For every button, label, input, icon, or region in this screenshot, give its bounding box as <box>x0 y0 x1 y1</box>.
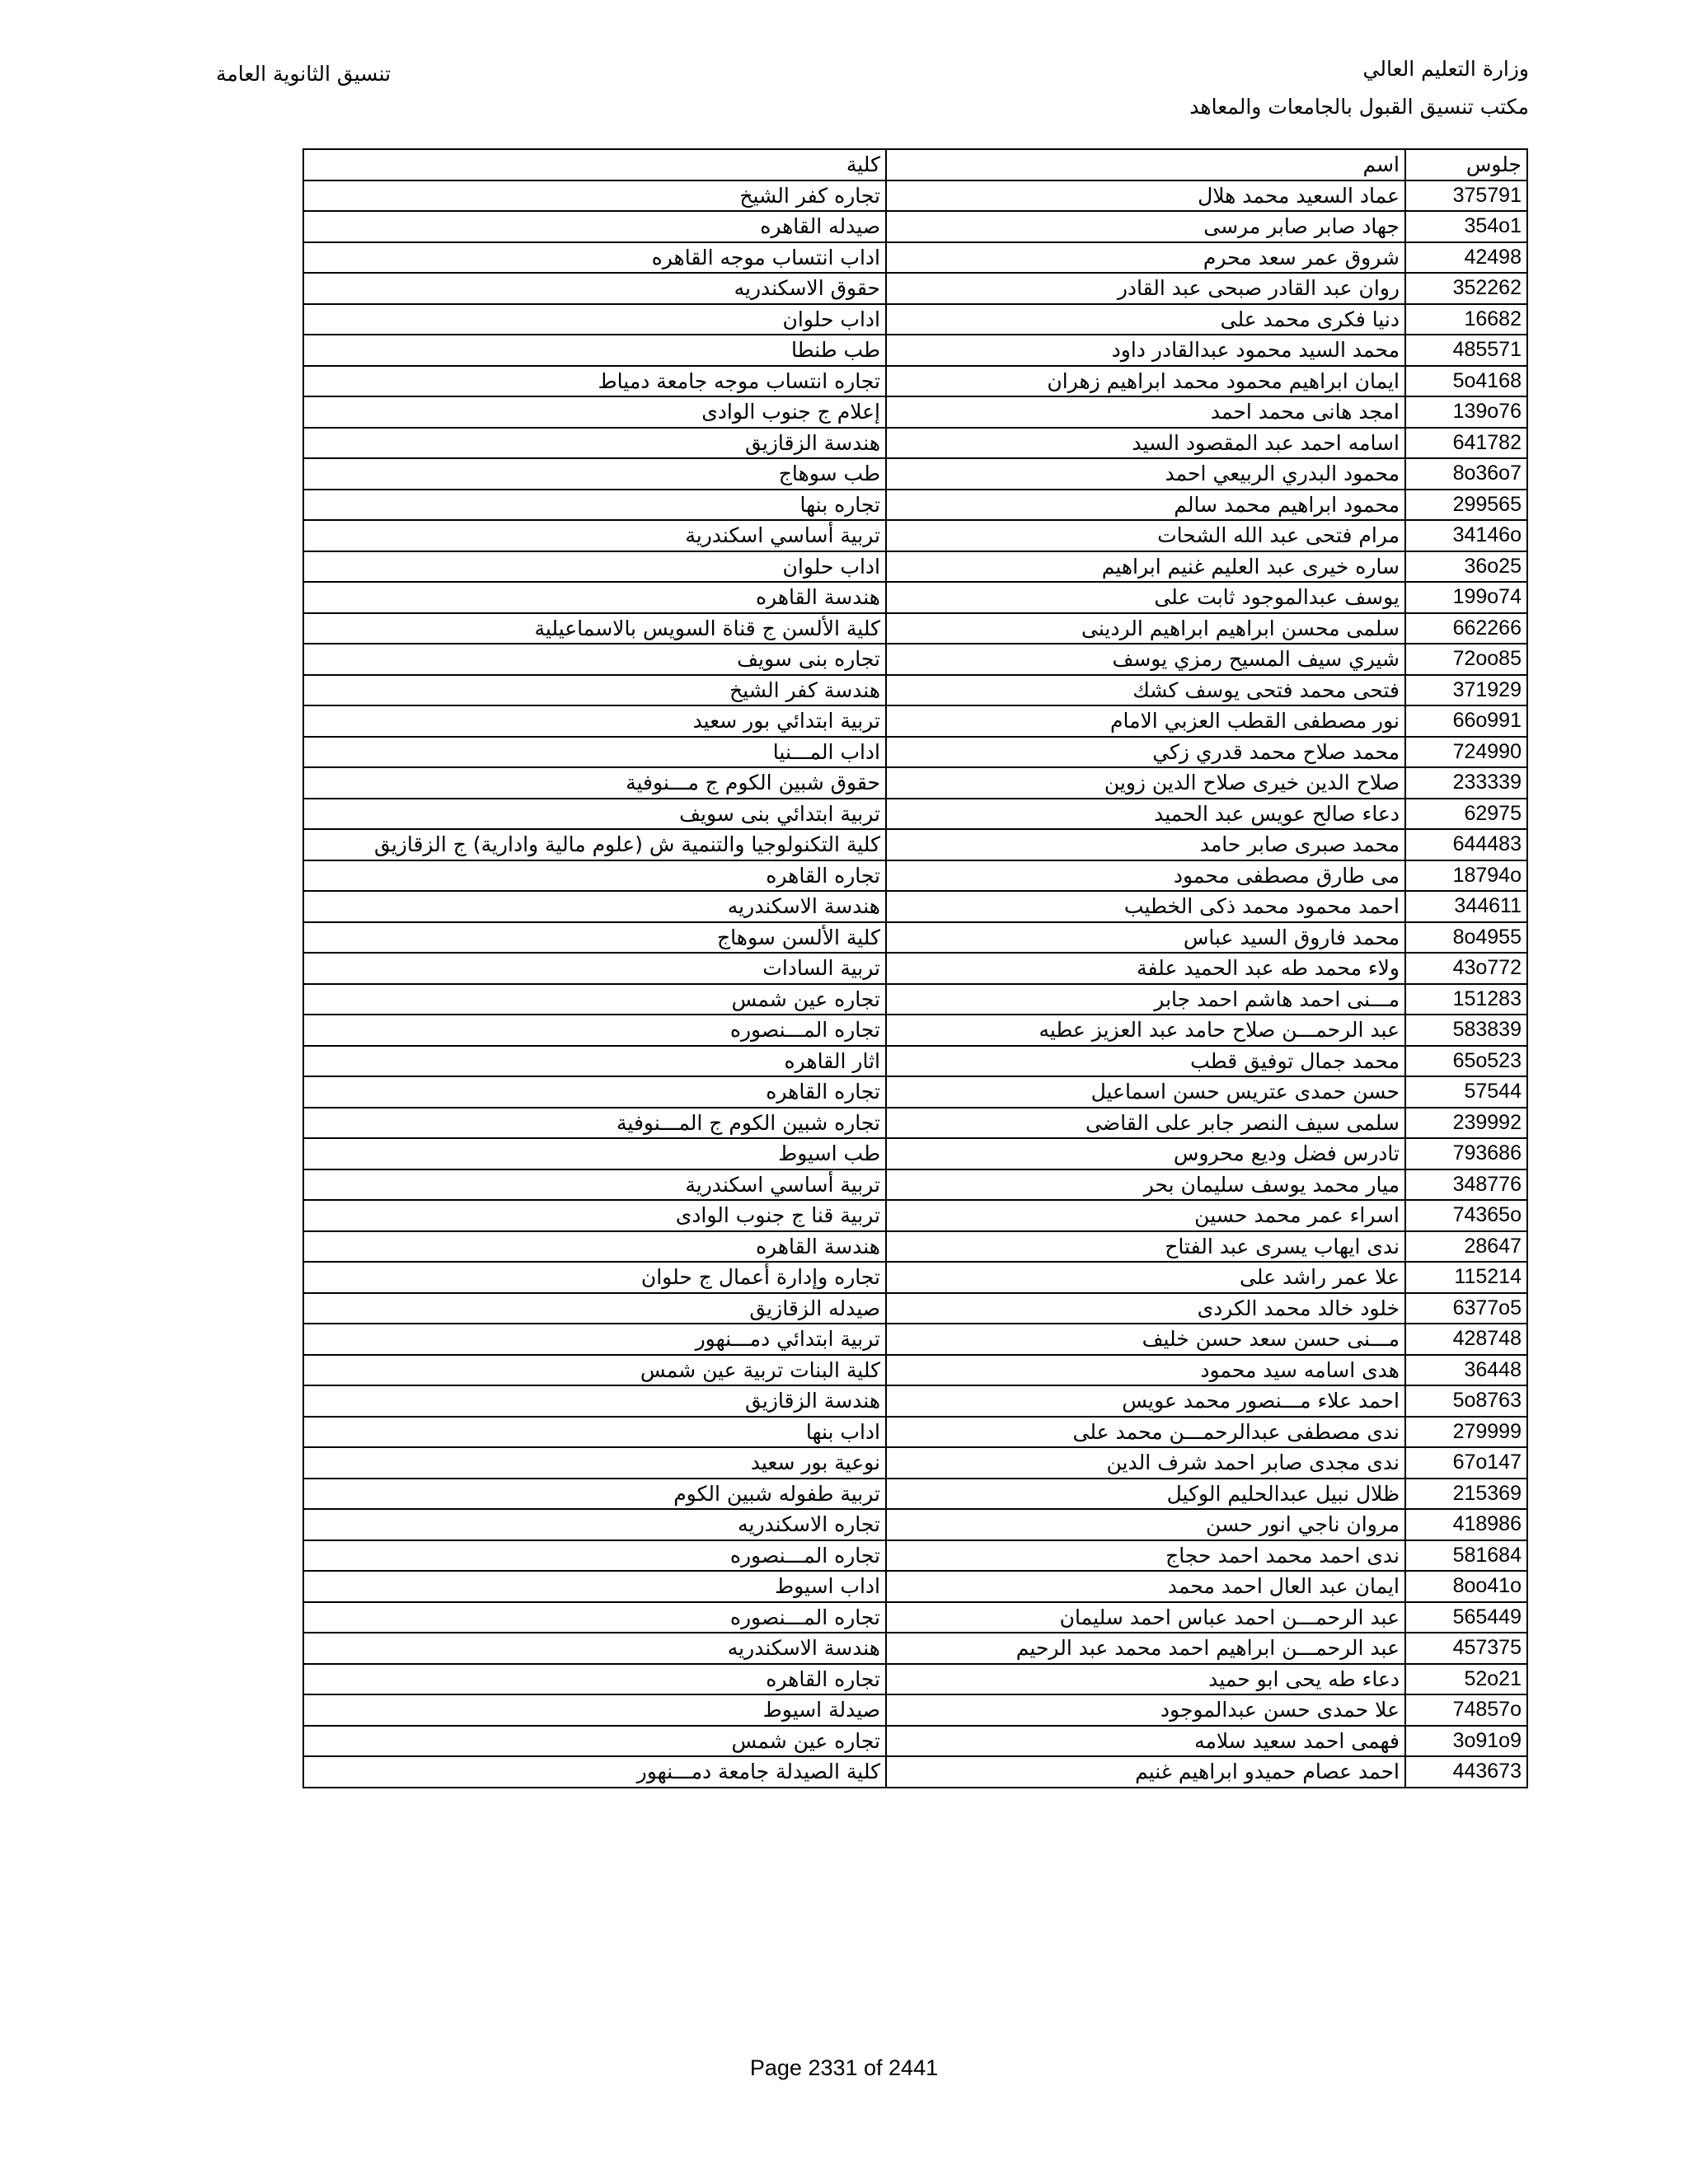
faculty-cell: اداب حلوان <box>303 551 886 583</box>
table-row <box>303 984 1527 1015</box>
name-cell: فتحى محمد فتحى يوسف كشك <box>886 675 1405 706</box>
name-cell: شيري سيف المسيح رمزي يوسف <box>886 644 1405 675</box>
name-cell: احمد محمود محمد ذكى الخطيب <box>886 891 1405 922</box>
name-cell: ايمان ابراهيم محمود محمد ابراهيم زهران <box>886 366 1405 397</box>
name-cell: محمود البدري الربيعي احمد <box>886 458 1405 490</box>
faculty-cell: هندسة الاسكندريه <box>303 1633 886 1664</box>
name-cell: اسراء عمر محمد حسين <box>886 1200 1405 1231</box>
table-row <box>303 829 1527 860</box>
table-row <box>303 551 1527 583</box>
seat-cell: 581684 <box>1405 1540 1527 1572</box>
seat-cell: 428748 <box>1405 1324 1527 1355</box>
faculty-cell: تربية طفوله شبين الكوم <box>303 1479 886 1510</box>
seat-cell: 52o21 <box>1405 1664 1527 1695</box>
name-cell: ظلال نبيل عبدالحليم الوكيل <box>886 1479 1405 1510</box>
name-cell: نور مصطفى القطب العزبي الامام <box>886 705 1405 737</box>
table-row <box>303 1509 1527 1540</box>
name-cell: يوسف عبدالموجود ثابت على <box>886 582 1405 613</box>
table-row <box>303 737 1527 768</box>
name-cell: مـــنى حسن سعد حسن خليف <box>886 1324 1405 1355</box>
table-row <box>303 1664 1527 1695</box>
table-row <box>303 1417 1527 1448</box>
name-cell: شروق عمر سعد محرم <box>886 242 1405 274</box>
seat-cell: 371929 <box>1405 675 1527 706</box>
table-row <box>303 1571 1527 1602</box>
faculty-cell: تجاره الاسكندريه <box>303 1509 886 1540</box>
table-row <box>303 335 1527 366</box>
seat-cell: 72oo85 <box>1405 644 1527 675</box>
seat-cell: 34146o <box>1405 520 1527 551</box>
faculty-cell: تربية أساسي اسكندرية <box>303 1169 886 1201</box>
faculty-cell: كلية البنات تربية عين شمس <box>303 1355 886 1386</box>
table-row <box>303 1694 1527 1726</box>
name-cell: محمد صلاح محمد قدري زكي <box>886 737 1405 768</box>
name-cell: محمود ابراهيم محمد سالم <box>886 490 1405 521</box>
faculty-cell: اداب انتساب موجه القاهره <box>303 242 886 274</box>
table-row <box>303 211 1527 242</box>
name-cell: محمد صبرى صابر حامد <box>886 829 1405 860</box>
name-cell: ندى مجدى صابر احمد شرف الدين <box>886 1447 1405 1479</box>
name-cell: مـــنى احمد هاشم احمد جابر <box>886 984 1405 1015</box>
seat-cell: 115214 <box>1405 1262 1527 1293</box>
seat-cell: 644483 <box>1405 829 1527 860</box>
faculty-cell: كلية الألسن سوهاج <box>303 922 886 954</box>
column-header-name: اسم <box>886 149 1405 180</box>
name-cell: امجد هانى محمد احمد <box>886 396 1405 428</box>
name-cell: تادرس فضل وديع محروس <box>886 1138 1405 1169</box>
faculty-cell: تجاره وإدارة أعمال ج حلوان <box>303 1262 886 1293</box>
faculty-cell: تجاره القاهره <box>303 860 886 892</box>
faculty-cell: صيدله القاهره <box>303 211 886 242</box>
table-row <box>303 428 1527 459</box>
faculty-cell: اداب اسيوط <box>303 1571 886 1602</box>
seat-cell: 65o523 <box>1405 1046 1527 1077</box>
table-row <box>303 891 1527 922</box>
name-cell: فهمى احمد سعيد سلامه <box>886 1726 1405 1757</box>
faculty-cell: تجاره بنى سويف <box>303 644 886 675</box>
faculty-cell: اثار القاهره <box>303 1046 886 1077</box>
seat-cell: 6377o5 <box>1405 1293 1527 1324</box>
name-cell: ولاء محمد طه عبد الحميد علفة <box>886 953 1405 984</box>
seat-cell: 418986 <box>1405 1509 1527 1540</box>
seat-cell: 67o147 <box>1405 1447 1527 1479</box>
faculty-cell: تربية ابتدائي دمـــنهور <box>303 1324 886 1355</box>
seat-cell: 352262 <box>1405 273 1527 304</box>
seat-cell: 43o772 <box>1405 953 1527 984</box>
name-cell: ندى ايهاب يسرى عبد الفتاح <box>886 1231 1405 1263</box>
table-row <box>303 644 1527 675</box>
faculty-cell: تربية ابتدائي بنى سويف <box>303 799 886 830</box>
seat-cell: 74365o <box>1405 1200 1527 1231</box>
seat-cell: 457375 <box>1405 1633 1527 1664</box>
seat-cell: 36o25 <box>1405 551 1527 583</box>
table-body <box>303 180 1527 1788</box>
table-row <box>303 613 1527 644</box>
name-cell: سلمى محسن ابراهيم ابراهيم الردينى <box>886 613 1405 644</box>
table-row <box>303 1138 1527 1169</box>
faculty-cell: تجاره انتساب موجه جامعة دمياط <box>303 366 886 397</box>
seat-cell: 139o76 <box>1405 396 1527 428</box>
faculty-cell: كلية الصيدلة جامعة دمـــنهور <box>303 1756 886 1788</box>
table-row <box>303 520 1527 551</box>
seat-cell: 662266 <box>1405 613 1527 644</box>
faculty-cell: تربية السادات <box>303 953 886 984</box>
faculty-cell: طب طنطا <box>303 335 886 366</box>
table-row <box>303 1385 1527 1417</box>
name-cell: عبد الرحمـــن احمد عباس احمد سليمان <box>886 1602 1405 1633</box>
coordination-title: تنسيق الثانوية العامة <box>216 62 392 86</box>
seat-cell: 66o991 <box>1405 705 1527 737</box>
faculty-cell: تربية أساسي اسكندرية <box>303 520 886 551</box>
faculty-cell: كلية التكنولوجيا والتنمية ش (علوم مالية وادارية) ج الزقازيق <box>303 829 886 860</box>
table-row <box>303 1756 1527 1788</box>
seat-cell: 443673 <box>1405 1756 1527 1788</box>
table-row <box>303 458 1527 490</box>
faculty-cell: طب سوهاج <box>303 458 886 490</box>
faculty-cell: اداب حلوان <box>303 304 886 335</box>
name-cell: محمد السيد محمود عبدالقادر داود <box>886 335 1405 366</box>
seat-cell: 375791 <box>1405 180 1527 212</box>
faculty-cell: تجاره المـــنصوره <box>303 1602 886 1633</box>
seat-cell: 793686 <box>1405 1138 1527 1169</box>
name-cell: جهاد صابر صابر مرسى <box>886 211 1405 242</box>
table-row <box>303 1726 1527 1757</box>
faculty-cell: هندسة القاهره <box>303 1231 886 1263</box>
seat-cell: 485571 <box>1405 335 1527 366</box>
faculty-cell: اداب بنها <box>303 1417 886 1448</box>
faculty-cell: تجاره القاهره <box>303 1076 886 1108</box>
seat-cell: 42498 <box>1405 242 1527 274</box>
faculty-cell: تجاره كفر الشيخ <box>303 180 886 212</box>
seat-cell: 239992 <box>1405 1108 1527 1139</box>
name-cell: مى طارق مصطفى محمود <box>886 860 1405 892</box>
table-row <box>303 767 1527 799</box>
seat-cell: 354o1 <box>1405 211 1527 242</box>
seat-cell: 8oo41o <box>1405 1571 1527 1602</box>
name-cell: محمد جمال توفيق قطب <box>886 1046 1405 1077</box>
name-cell: عماد السعيد محمد هلال <box>886 180 1405 212</box>
seat-cell: 565449 <box>1405 1602 1527 1633</box>
table-row <box>303 1046 1527 1077</box>
faculty-cell: هندسة كفر الشيخ <box>303 675 886 706</box>
name-cell: مروان ناجي انور حسن <box>886 1509 1405 1540</box>
column-header-seat: جلوس <box>1405 149 1527 180</box>
name-cell: مرام فتحى عبد الله الشحات <box>886 520 1405 551</box>
table-row <box>303 180 1527 212</box>
seat-cell: 641782 <box>1405 428 1527 459</box>
seat-cell: 199o74 <box>1405 582 1527 613</box>
table-row <box>303 366 1527 397</box>
faculty-cell: هندسة الاسكندريه <box>303 891 886 922</box>
seat-cell: 5o4168 <box>1405 366 1527 397</box>
name-cell: روان عبد القادر صبحى عبد القادر <box>886 273 1405 304</box>
table-header-row <box>303 149 1527 180</box>
faculty-cell: كلية الألسن ج قناة السويس بالاسماعيلية <box>303 613 886 644</box>
page-number: Page 2331 of 2441 <box>749 2055 939 2080</box>
table-row <box>303 1293 1527 1324</box>
table-row <box>303 396 1527 428</box>
table-row <box>303 490 1527 521</box>
seat-cell: 299565 <box>1405 490 1527 521</box>
table-row <box>303 1169 1527 1201</box>
name-cell: ندى احمد محمد احمد حجاج <box>886 1540 1405 1572</box>
seat-cell: 583839 <box>1405 1015 1527 1046</box>
faculty-cell: تجاره شبين الكوم ج المـــنوفية <box>303 1108 886 1139</box>
table-row <box>303 799 1527 830</box>
faculty-cell: اداب المـــنيا <box>303 737 886 768</box>
header-ministry-block <box>1189 54 1529 130</box>
table-row <box>303 1633 1527 1664</box>
name-cell: ندى مصطفى عبدالرحمـــن محمد على <box>886 1417 1405 1448</box>
seat-cell: 233339 <box>1405 767 1527 799</box>
seat-cell: 74857o <box>1405 1694 1527 1726</box>
name-cell: ساره خيرى عبد العليم غنيم ابراهيم <box>886 551 1405 583</box>
seat-cell: 724990 <box>1405 737 1527 768</box>
faculty-cell: تجاره المـــنصوره <box>303 1015 886 1046</box>
name-cell: عبد الرحمـــن صلاح حامد عبد العزيز عطيه <box>886 1015 1405 1046</box>
seat-cell: 151283 <box>1405 984 1527 1015</box>
results-table <box>302 148 1528 1788</box>
name-cell: دنيا فكرى محمد على <box>886 304 1405 335</box>
name-cell: علا حمدى حسن عبدالموجود <box>886 1694 1405 1726</box>
faculty-cell: تجاره عين شمس <box>303 984 886 1015</box>
table-row <box>303 273 1527 304</box>
table-row <box>303 1355 1527 1386</box>
seat-cell: 57544 <box>1405 1076 1527 1108</box>
faculty-cell: إعلام ج جنوب الوادى <box>303 396 886 428</box>
seat-cell: 28647 <box>1405 1231 1527 1263</box>
seat-cell: 36448 <box>1405 1355 1527 1386</box>
table-row <box>303 953 1527 984</box>
table-row <box>303 860 1527 892</box>
table-row <box>303 922 1527 954</box>
name-cell: حسن حمدى عتريس حسن اسماعيل <box>886 1076 1405 1108</box>
table-row <box>303 1200 1527 1231</box>
faculty-cell: هندسة الزقازيق <box>303 1385 886 1417</box>
seat-cell: 3o91o9 <box>1405 1726 1527 1757</box>
table-row <box>303 1602 1527 1633</box>
table-row <box>303 1447 1527 1479</box>
table-row <box>303 1479 1527 1510</box>
faculty-cell: تجاره عين شمس <box>303 1726 886 1757</box>
table-row <box>303 1231 1527 1263</box>
table-row <box>303 1540 1527 1572</box>
table-row <box>303 1262 1527 1293</box>
name-cell: احمد عصام حميدو ابراهيم غنيم <box>886 1756 1405 1788</box>
faculty-cell: هندسة الزقازيق <box>303 428 886 459</box>
seat-cell: 279999 <box>1405 1417 1527 1448</box>
name-cell: دعاء صالح عويس عبد الحميد <box>886 799 1405 830</box>
name-cell: خلود خالد محمد الكردى <box>886 1293 1405 1324</box>
name-cell: سلمى سيف النصر جابر على القاضى <box>886 1108 1405 1139</box>
seat-cell: 62975 <box>1405 799 1527 830</box>
name-cell: علا عمر راشد على <box>886 1262 1405 1293</box>
faculty-cell: صيدله الزقازيق <box>303 1293 886 1324</box>
ministry-name: وزارة التعليم العالي <box>1362 57 1529 81</box>
seat-cell: 8o4955 <box>1405 922 1527 954</box>
faculty-cell: حقوق شبين الكوم ج مـــنوفية <box>303 767 886 799</box>
seat-cell: 8o36o7 <box>1405 458 1527 490</box>
name-cell: عبد الرحمـــن ابراهيم احمد محمد عبد الرحيم <box>886 1633 1405 1664</box>
name-cell: ميار محمد يوسف سليمان بحر <box>886 1169 1405 1201</box>
name-cell: هدى اسامه سيد محمود <box>886 1355 1405 1386</box>
table-row <box>303 1076 1527 1108</box>
table-row <box>303 675 1527 706</box>
name-cell: دعاء طه يحى ابو حميد <box>886 1664 1405 1695</box>
faculty-cell: تجاره المـــنصوره <box>303 1540 886 1572</box>
seat-cell: 18794o <box>1405 860 1527 892</box>
faculty-cell: صيدلة اسيوط <box>303 1694 886 1726</box>
column-header-faculty: كلية <box>303 149 886 180</box>
name-cell: ايمان عبد العال احمد محمد <box>886 1571 1405 1602</box>
faculty-cell: تربية ابتدائي بور سعيد <box>303 705 886 737</box>
faculty-cell: طب اسيوط <box>303 1138 886 1169</box>
table-row <box>303 582 1527 613</box>
name-cell: محمد فاروق السيد عباس <box>886 922 1405 954</box>
name-cell: اسامه احمد عبد المقصود السيد <box>886 428 1405 459</box>
name-cell: صلاح الدين خيرى صلاح الدين زوين <box>886 767 1405 799</box>
seat-cell: 344611 <box>1405 891 1527 922</box>
faculty-cell: نوعية بور سعيد <box>303 1447 886 1479</box>
table-row <box>303 304 1527 335</box>
table-row <box>303 1108 1527 1139</box>
seat-cell: 5o8763 <box>1405 1385 1527 1417</box>
table-row <box>303 242 1527 274</box>
table-row <box>303 1324 1527 1355</box>
faculty-cell: تجاره القاهره <box>303 1664 886 1695</box>
table-row <box>303 705 1527 737</box>
faculty-cell: تجاره بنها <box>303 490 886 521</box>
seat-cell: 348776 <box>1405 1169 1527 1201</box>
seat-cell: 215369 <box>1405 1479 1527 1510</box>
table-row <box>303 1015 1527 1046</box>
office-name: مكتب تنسيق القبول بالجامعات والمعاهد <box>1189 95 1529 119</box>
name-cell: احمد علاء مـــنصور محمد عويس <box>886 1385 1405 1417</box>
seat-cell: 16682 <box>1405 304 1527 335</box>
faculty-cell: حقوق الاسكندريه <box>303 273 886 304</box>
faculty-cell: هندسة القاهره <box>303 582 886 613</box>
faculty-cell: تربية قنا ج جنوب الوادى <box>303 1200 886 1231</box>
